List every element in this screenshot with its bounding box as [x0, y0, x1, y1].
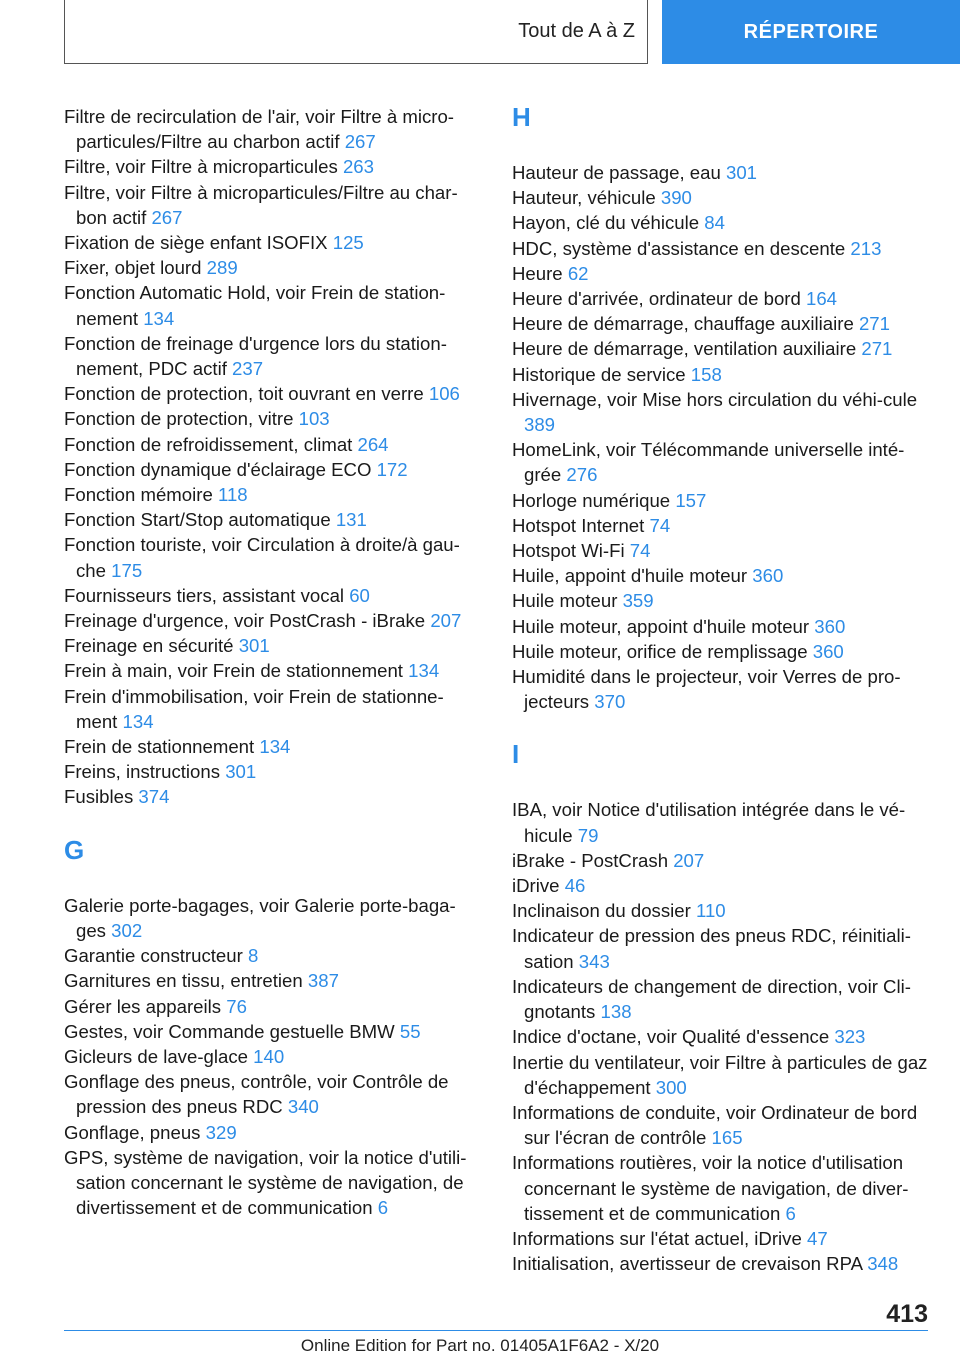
page-link[interactable]: 140 [253, 1045, 285, 1067]
page-link[interactable]: 389 [524, 414, 556, 436]
index-entry [64, 104, 484, 154]
index-entry [64, 457, 484, 482]
index-entry-text: Hotspot Internet [512, 514, 645, 536]
index-entry [64, 994, 484, 1019]
tab-tout-de-a-a-z[interactable] [64, 0, 648, 64]
page-link[interactable]: 125 [332, 232, 364, 254]
section-spacer [512, 767, 932, 797]
section-spacer [512, 714, 932, 741]
index-entry [512, 1024, 932, 1049]
page-link[interactable]: 165 [711, 1127, 743, 1149]
page-link[interactable]: 74 [629, 540, 651, 562]
page-link[interactable]: 62 [567, 262, 589, 284]
section-spacer [64, 810, 484, 837]
index-entry-text: Fonction mémoire [64, 484, 213, 506]
index-entry [512, 261, 932, 286]
index-entry-text: Initialisation, avertisseur de crevaison RPA [512, 1253, 863, 1275]
index-entry-text: Indicateurs de changement de direction, voir Cli‐gnotants [512, 975, 911, 1023]
index-entry-text: Gonflage, pneus [64, 1121, 201, 1143]
index-entry [64, 280, 484, 330]
index-entry [512, 387, 932, 437]
page-link[interactable]: 207 [430, 610, 462, 632]
index-entry [64, 1120, 484, 1145]
index-column-left [64, 104, 484, 1220]
page-link[interactable]: 164 [806, 288, 838, 310]
page-link[interactable]: 60 [349, 584, 370, 606]
index-entry [512, 311, 932, 336]
index-entry [64, 482, 484, 507]
index-entry [512, 185, 932, 210]
page-link[interactable]: 46 [564, 875, 586, 897]
page-link[interactable]: 301 [726, 162, 758, 183]
page-link[interactable]: 301 [238, 635, 270, 657]
index-entry-text: Indice d'octane, voir Qualité d'essence [512, 1026, 830, 1048]
index-entry [512, 160, 932, 185]
index-entry [512, 873, 932, 898]
index-entry-text: Fonction Start/Stop automatique [64, 509, 331, 531]
index-entry-text: Huile moteur, orifice de remplissage [512, 640, 808, 662]
footer-divider [64, 1330, 928, 1331]
index-entry-text: Heure de démarrage, chauffage auxiliaire [512, 313, 854, 335]
index-entry [64, 381, 484, 406]
index-entry-text: Filtre de recirculation de l'air, voir Filtre à micro‐particules/Filtre au charbon actif [64, 106, 454, 153]
page-link[interactable]: 387 [307, 970, 339, 992]
page-link[interactable]: 329 [205, 1121, 237, 1143]
index-entry [64, 1044, 484, 1069]
index-entry [64, 893, 484, 943]
index-entry-text: Hauteur de passage, eau [512, 162, 721, 183]
page-link[interactable]: 237 [232, 358, 264, 380]
index-entry-text: Indicateur de pression des pneus RDC, réinitiali‐sation [512, 925, 911, 972]
page-link[interactable]: 134 [122, 710, 154, 732]
tab-repertoire-label: RÉPERTOIRE [743, 20, 879, 43]
index-entry [64, 532, 484, 582]
index-entry [64, 1145, 484, 1221]
index-entry [64, 432, 484, 457]
index-entry [512, 236, 932, 261]
index-entry [64, 180, 484, 230]
page-link[interactable]: 374 [138, 786, 170, 808]
page-link[interactable]: 55 [399, 1020, 421, 1042]
page-link[interactable]: 264 [357, 433, 389, 455]
index-entry-text: Heure de démarrage, ventilation auxiliaire [512, 338, 857, 360]
index-entry-text: Informations de conduite, voir Ordinateur de bord sur l'écran de contrôle [512, 1101, 918, 1149]
index-entry-text: iDrive [512, 875, 560, 897]
index-entry [512, 513, 932, 538]
page-link[interactable]: 276 [566, 464, 598, 486]
page-link[interactable]: 301 [225, 761, 257, 783]
page-link[interactable]: 323 [834, 1026, 866, 1048]
index-entry [512, 488, 932, 513]
index-entry [512, 563, 932, 588]
page-link[interactable]: 158 [690, 363, 722, 385]
page-link[interactable]: 263 [342, 156, 374, 178]
index-entry [512, 614, 932, 639]
page-link[interactable]: 360 [752, 565, 784, 587]
page-link[interactable]: 79 [577, 824, 599, 846]
index-entry-text: Hauteur, véhicule [512, 187, 656, 209]
index-entry [512, 1150, 932, 1226]
page-link[interactable]: 267 [151, 206, 183, 228]
page-link[interactable]: 370 [594, 691, 626, 713]
page-link[interactable]: 175 [111, 559, 143, 581]
index-entry-text: Fonction dynamique d'éclairage ECO [64, 458, 372, 480]
index-entry-text: Gonflage des pneus, contrôle, voir Contrôle de pression des pneus RDC [64, 1071, 449, 1118]
page-link[interactable]: 207 [673, 849, 705, 871]
page-link[interactable]: 118 [217, 484, 248, 506]
page-link[interactable]: 6 [377, 1197, 389, 1219]
index-entry-text: Fonction de protection, toit ouvrant en verre [64, 383, 424, 405]
index-entry [64, 331, 484, 381]
index-entry-text: Gicleurs de lave-glace [64, 1045, 248, 1067]
page-link[interactable]: 110 [695, 900, 726, 922]
index-entry [512, 286, 932, 311]
page-link[interactable]: 300 [655, 1076, 687, 1098]
index-entry-text: Hivernage, voir Mise hors circulation du véhi‐cule [512, 388, 918, 410]
page-link[interactable]: 76 [226, 995, 247, 1017]
page-link[interactable]: 348 [867, 1253, 899, 1275]
index-entry-text: Huile moteur, appoint d'huile moteur [512, 615, 810, 637]
index-entry [512, 538, 932, 563]
index-entry [64, 968, 484, 993]
index-entry [64, 507, 484, 532]
section-letter-22: G [64, 834, 85, 865]
index-entry-text: Freinage d'urgence, voir PostCrash - iBrake [64, 610, 426, 632]
section-spacer [512, 130, 932, 160]
index-entry [512, 974, 932, 1024]
index-entry-text: Filtre, voir Filtre à microparticules/Filtre au char‐bon actif [64, 181, 458, 228]
index-entry-text: Fusibles [64, 786, 134, 808]
index-entry-text: Humidité dans le projecteur, voir Verres de pro‐jecteurs [512, 666, 901, 713]
index-entry [512, 437, 932, 487]
section-spacer [64, 863, 484, 893]
index-entry-text: Heure [512, 262, 563, 284]
page-link[interactable]: 289 [206, 257, 238, 279]
index-entry [64, 1019, 484, 1044]
index-entry [64, 734, 484, 759]
index-entry-text: Hayon, clé du véhicule [512, 212, 700, 234]
page-link[interactable]: 343 [578, 950, 610, 972]
index-entry [512, 923, 932, 973]
index-entry-text: Freins, instructions [64, 761, 221, 783]
page-link[interactable]: 134 [408, 660, 440, 682]
index-entry-text: Huile moteur [512, 590, 618, 612]
index-entry-text: IBA, voir Notice d'utilisation intégrée dans le vé‐hicule [512, 799, 906, 846]
index-entry-text: Horloge numérique [512, 489, 671, 511]
index-entry-text: Gestes, voir Commande gestuelle BMW [64, 1020, 395, 1042]
page-link[interactable]: 74 [649, 514, 671, 536]
index-entry-text: Fournisseurs tiers, assistant vocal [64, 584, 345, 606]
index-entry [64, 633, 484, 658]
index-entry-text: Garantie constructeur [64, 945, 243, 967]
index-entry [64, 154, 484, 179]
index-entry [64, 1069, 484, 1119]
index-entry-text: Frein d'immobilisation, voir Frein de stationne‐ment [64, 685, 444, 732]
index-entry-text: Galerie porte-bagages, voir Galerie porte-baga‐ges [64, 894, 456, 941]
index-entry [64, 784, 484, 809]
index-entry [512, 1226, 932, 1251]
index-entry [512, 639, 932, 664]
index-entry-text: Historique de service [512, 363, 686, 385]
index-entry-text: Garnitures en tissu, entretien [64, 970, 303, 992]
index-entry-text: Heure d'arrivée, ordinateur de bord [512, 288, 801, 310]
index-entry-text: Informations sur l'état actuel, iDrive [512, 1227, 802, 1249]
index-entry-text: Fonction de freinage d'urgence lors du station‐nement, PDC actif [64, 332, 447, 380]
page-link[interactable]: 138 [600, 1001, 632, 1023]
index-entry [64, 230, 484, 255]
index-entry-text: Informations routières, voir la notice d'utilisation concernant le système de navigation, de diver‐tissement et de communication [512, 1152, 909, 1224]
page-link[interactable]: 302 [111, 919, 143, 941]
page-link[interactable]: 131 [335, 509, 367, 531]
page-link[interactable]: 84 [704, 212, 725, 234]
index-entry-text: Fonction touriste, voir Circulation à droite/à gau‐che [64, 534, 460, 581]
index-entry-text: Frein de stationnement [64, 736, 255, 758]
index-entry-text: Frein à main, voir Frein de stationnement [64, 660, 403, 682]
index-entry-text: Inertie du ventilateur, voir Filtre à particules de gaz d'échappement [512, 1051, 928, 1098]
page-link[interactable]: 390 [660, 187, 692, 209]
index-entry-text: Fonction de protection, vitre [64, 408, 294, 430]
index-entry [512, 210, 932, 235]
index-entry [512, 588, 932, 613]
index-entry [64, 406, 484, 431]
index-entry [512, 1251, 932, 1276]
page-number: 413 [886, 1300, 928, 1328]
index-entry [64, 943, 484, 968]
page-link[interactable]: 6 [785, 1202, 796, 1224]
page-link[interactable]: 8 [247, 945, 259, 967]
index-entry [64, 684, 484, 734]
index-entry [64, 583, 484, 608]
tab-tout-de-a-a-z-label: Tout de A à Z [518, 20, 635, 42]
page-link[interactable]: 213 [850, 237, 882, 259]
page-link[interactable]: 360 [814, 615, 846, 637]
index-column-right [512, 104, 932, 1276]
page-link[interactable]: 103 [298, 408, 330, 430]
section-letter-0: H [512, 102, 531, 132]
footer-edition: Online Edition for Part no. 01405A1F6A2 - X/20 [300, 1336, 660, 1355]
index-entry [512, 898, 932, 923]
tab-repertoire[interactable] [662, 0, 960, 64]
page-link[interactable]: 134 [259, 736, 291, 758]
index-entry-text: Fixation de siège enfant ISOFIX [64, 232, 328, 254]
index-entry-text: Fonction Automatic Hold, voir Frein de station‐nement [64, 282, 446, 329]
index-entry-text: Fixer, objet lourd [64, 257, 202, 279]
page-link[interactable]: 134 [143, 307, 175, 329]
page-link[interactable]: 271 [858, 313, 890, 335]
index-entry [512, 362, 932, 387]
page-link[interactable]: 47 [806, 1227, 828, 1249]
index-entry-text: HomeLink, voir Télécommande universelle inté‐grée [512, 439, 905, 486]
page-link[interactable]: 271 [861, 338, 893, 360]
index-entry-text: Hotspot Wi-Fi [512, 540, 625, 562]
index-entry [512, 797, 932, 847]
index-entry-text: Huile, appoint d'huile moteur [512, 565, 748, 587]
page-link[interactable]: 106 [428, 383, 460, 405]
index-entry [64, 255, 484, 280]
section-letter-20: I [512, 739, 520, 770]
index-entry-text: Filtre, voir Filtre à microparticules [64, 156, 338, 178]
page-link[interactable]: 157 [675, 489, 707, 511]
index-entry [512, 848, 932, 873]
index-entry [64, 759, 484, 784]
index-entry-text: Fonction de refroidissement, climat [64, 433, 353, 455]
index-entry-text: HDC, système d'assistance en descente [512, 237, 846, 259]
index-entry [512, 664, 932, 714]
index-entry [64, 608, 484, 633]
index-entry [512, 336, 932, 361]
page-link[interactable]: 359 [622, 590, 654, 612]
page-link[interactable]: 360 [812, 640, 844, 662]
page-link[interactable]: 172 [376, 458, 408, 480]
index-entry-text: iBrake - PostCrash [512, 849, 669, 871]
index-entry-text: Gérer les appareils [64, 995, 222, 1017]
index-entry-text: GPS, système de navigation, voir la notice d'utili‐sation concernant le système de navigation, de divertissement et de communication [64, 1146, 467, 1219]
index-entry [512, 1100, 932, 1150]
index-entry-text: Freinage en sécurité [64, 635, 234, 657]
page-link[interactable]: 267 [344, 131, 376, 153]
index-entry-text: Inclinaison du dossier [512, 900, 691, 922]
index-entry [512, 1050, 932, 1100]
page-link[interactable]: 340 [287, 1096, 319, 1118]
index-entry [64, 658, 484, 683]
